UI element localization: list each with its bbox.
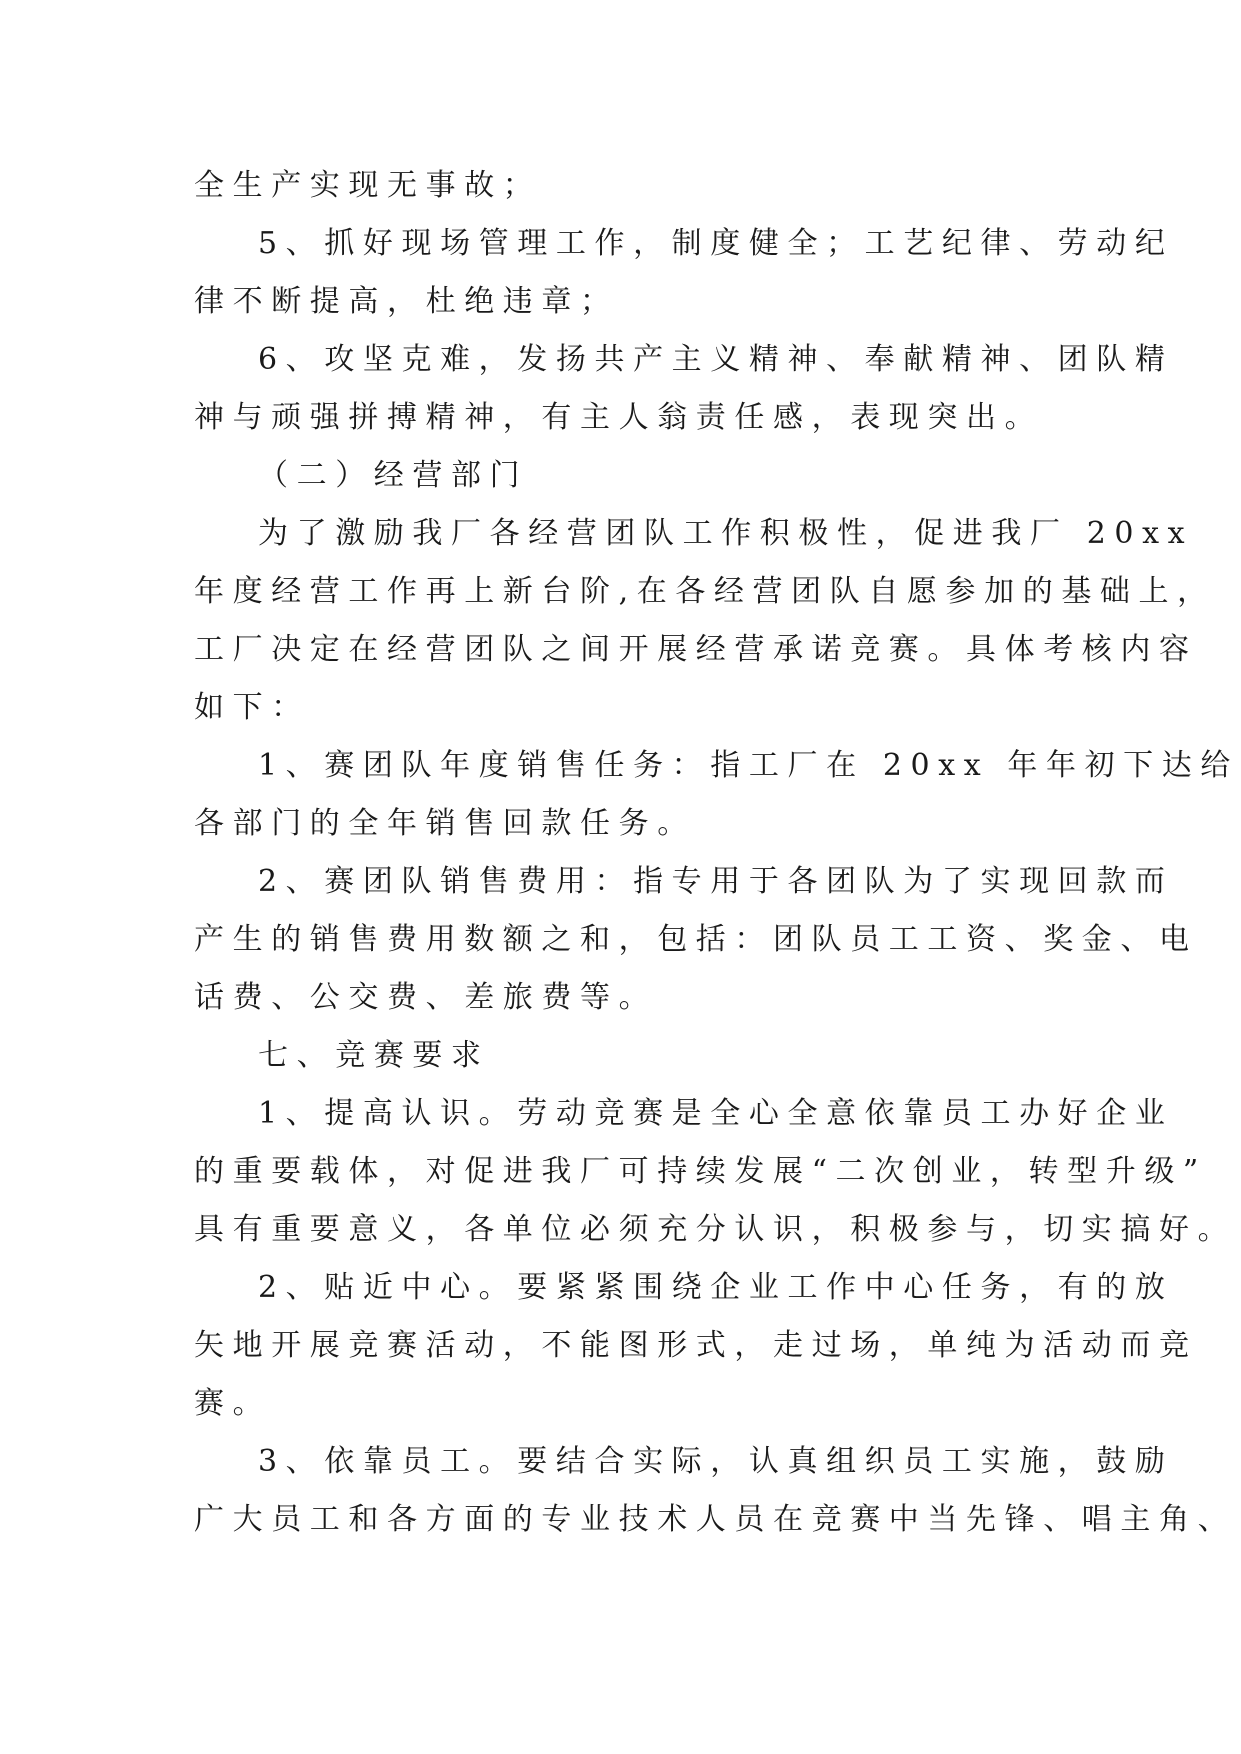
text-line: 如下：: [194, 690, 310, 725]
text-line: 2、贴近中心。要紧紧围绕企业工作中心任务，有的放: [258, 1270, 1174, 1305]
text-line: 产生的销售费用数额之和，包括：团队员工工资、奖金、电: [194, 922, 1198, 957]
text-line: 各部门的全年销售回款任务。: [194, 806, 696, 841]
text-line: 1、赛团队年度销售任务：指工厂在 20xx 年年初下达给: [258, 748, 1239, 783]
text-line: 赛。: [194, 1386, 272, 1421]
text-line: 3、依靠员工。要结合实际，认真组织员工实施，鼓励: [258, 1444, 1174, 1479]
text-line: 话费、公交费、差旅费等。: [194, 980, 658, 1015]
text-line: 律不断提高，杜绝违章；: [194, 284, 619, 319]
text-line: 1、提高认识。劳动竞赛是全心全意依靠员工办好企业: [258, 1096, 1174, 1131]
text-line: 2、赛团队销售费用：指专用于各团队为了实现回款而: [258, 864, 1174, 899]
text-line: 6、攻坚克难，发扬共产主义精神、奉献精神、团队精: [258, 342, 1174, 377]
text-line: 年度经营工作再上新台阶,在各经营团队自愿参加的基础上，: [194, 574, 1216, 609]
text-line: 的重要载体，对促进我厂可持续发展“二次创业，转型升级”: [194, 1154, 1207, 1189]
text-line: 全生产实现无事故；: [194, 168, 542, 203]
text-line: 具有重要意义，各单位必须充分认识，积极参与，切实搞好。: [194, 1212, 1237, 1247]
text-line: 矢地开展竞赛活动，不能图形式，走过场，单纯为活动而竞: [194, 1328, 1198, 1363]
text-line: 工厂决定在经营团队之间开展经营承诺竞赛。具体考核内容: [194, 632, 1198, 667]
text-line: 广大员工和各方面的专业技术人员在竞赛中当先锋、唱主角、: [194, 1502, 1237, 1537]
section-heading: （二）经营部门: [258, 458, 529, 493]
text-line: 5、抓好现场管理工作，制度健全；工艺纪律、劳动纪: [258, 226, 1174, 261]
section-heading: 七、竞赛要求: [258, 1038, 490, 1073]
text-line: 为了激励我厂各经营团队工作积极性，促进我厂 20xx: [258, 516, 1194, 551]
text-line: 神与顽强拼搏精神，有主人翁责任感，表现突出。: [194, 400, 1044, 435]
